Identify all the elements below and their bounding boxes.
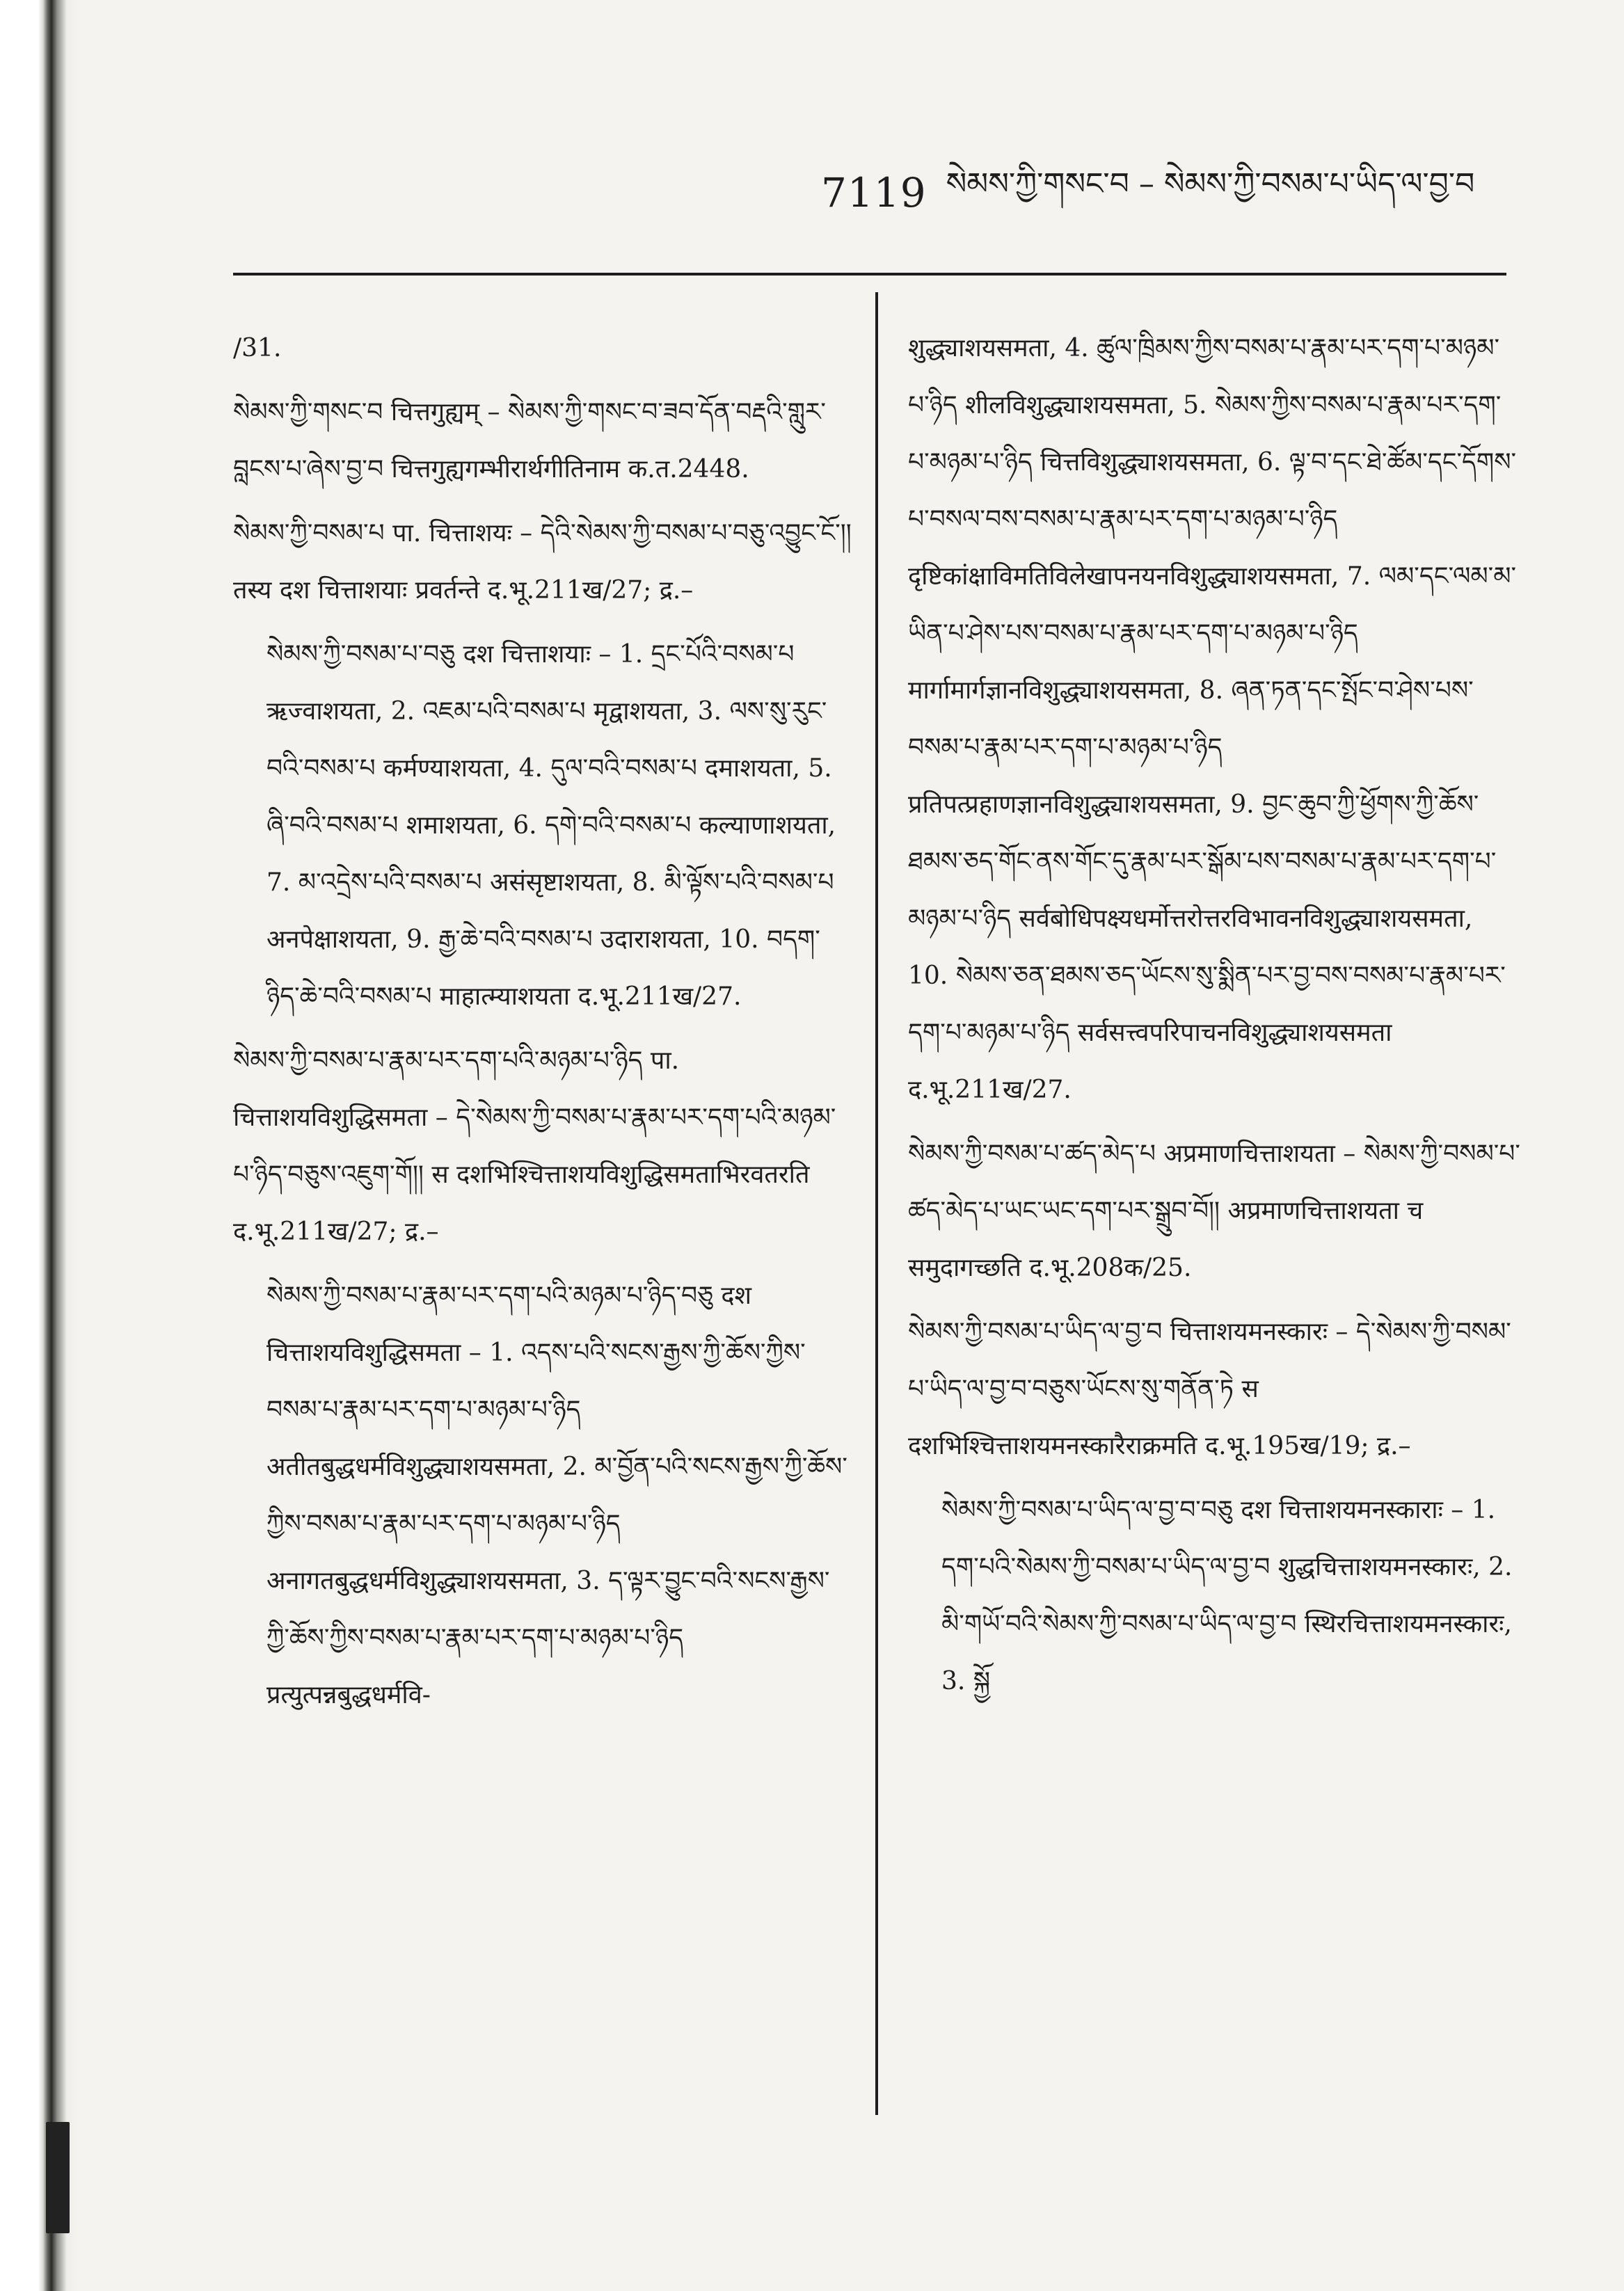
page-header bbox=[821, 161, 1517, 224]
running-title: སེམས་ཀྱི་གསང་བ – སེམས་ཀྱི་བསམ་པ་ཡིད་ལ་བྱ་བ bbox=[946, 166, 1475, 202]
page-number: 7119 bbox=[821, 169, 927, 216]
scan-binding-mark bbox=[46, 2122, 70, 2233]
entry: སེམས་ཀྱི་གསང་བ चित्तगुह्यम् – སེམས་ཀྱི་གསང་བ་ཟབ་དོན་བརྡའི་གླུར་བླངས་པ་ཞེས་བྱ་བ चित्तगुह्यगम्भीरार्थगीतिनाम क.त.2448. bbox=[233, 398, 826, 484]
header-rule bbox=[233, 273, 1506, 276]
entry: སེམས་ཀྱི་བསམ་པ་ཡིད་ལ་བྱ་བ་བཅུ दश चित्ताशयमनस्काराः – 1. དག་པའི་སེམས་ཀྱི་བསམ་པ་ཡིད་ལ་བྱ་བ शुद्धचित्ताशयमनस्कारः, 2. མི་གཡོ་བའི་སེམས་ཀྱི་བསམ་པ་ཡིད་ལ་བྱ་བ स्थिरचित्ताशयमनस्कारः, 3. སྐྱོ bbox=[941, 1496, 1513, 1695]
entry: སེམས་ཀྱི་བསམ་པ་རྣམ་པར་དག་པའི་མཉམ་པ་ཉིད་བཅུ दश चित्ताशयविशुद्धिसमता – 1. འདས་པའི་སངས་རྒྱས་ཀྱི་ཆོས་ཀྱིས་བསམ་པ་རྣམ་པར་དག་པ་མཉམ་པ་ཉིད अतीतबुद्धधर्मविशुद्ध्याशयसमता, 2. མ་བྱོན་པའི་སངས་རྒྱས་ཀྱི་ཆོས་ཀྱིས་བསམ་པ་རྣམ་པར་དག་པ་མཉམ་པ་ཉིད अनागतबुद्धधर्मविशुद्ध्याशयसमता, 3. ད་ལྟར་བྱུང་བའི་སངས་རྒྱས་ཀྱི་ཆོས་ཀྱིས་བསམ་པ་རྣམ་པར་དག་པ་མཉམ་པ་ཉིད प्रत्युत्पन्नबुद्धधर्मवि- bbox=[266, 1282, 847, 1709]
entry: शुद्ध्याशयसमता, 4. ཚུལ་ཁྲིམས་ཀྱིས་བསམ་པ་རྣམ་པར་དག་པ་མཉམ་པ་ཉིད शीलविशुद्ध्याशयसमता, 5. སེམས་ཀྱིས་བསམ་པ་རྣམ་པར་དག་པ་མཉམ་པ་ཉིད चित्तविशुद्ध्याशयसमता, 6. ལྟ་བ་དང་ཐེ་ཚོམ་དང་དོགས་པ་བསལ་བས་བསམ་པ་རྣམ་པར་དག་པ་མཉམ་པ་ཉིད दृष्टिकांक्षाविमतिविलेखापनयनविशुद्ध्याशयसमता, 7. ལམ་དང་ལམ་མ་ཡིན་པ་ཤེས་པས་བསམ་པ་རྣམ་པར་དག་པ་མཉམ་པ་ཉིད मार्गामार्गज्ञानविशुद्ध्याशयसमता, 8. ཞན་ཏན་དང་སྤོང་བ་ཤེས་པས་བསམ་པ་རྣམ་པར་དག་པ་མཉམ་པ་ཉིད प्रतिपत्प्रहाणज्ञानविशुद्ध्याशयसमता, 9. བྱང་ཆུབ་ཀྱི་ཕྱོགས་ཀྱི་ཆོས་ཐམས་ཅད་གོང་ནས་གོང་དུ་རྣམ་པར་སྒོམ་པས་བསམ་པ་རྣམ་པར་དག་པ་མཉམ་པ་ཉིད सर्वबोधिपक्ष्यधर्मोत्तरोत्तरविभावनविशुद्ध्याशयसमता, 10. སེམས་ཅན་ཐམས་ཅད་ཡོངས་སུ་སྨིན་པར་བྱ་བས་བསམ་པ་རྣམ་པར་དག་པ་མཉམ་པ་ཉིད सर्वसत्त्वपरिपाचनविशुद्ध्याशयसमता द.भू.211ख/27. bbox=[908, 334, 1517, 1104]
entry: /31. bbox=[233, 334, 282, 362]
scan-left-edge bbox=[0, 0, 77, 2291]
entry: སེམས་ཀྱི་བསམ་པ་ཚད་མེད་པ अप्रमाणचित्ताशयता – སེམས་ཀྱི་བསམ་པ་ཚད་མེད་པ་ཡང་ཡང་དག་པར་སྒྲུབ་བོ།། अप्रमाणचित्ताशयता च समुदागच्छति द.भू.208क/25. bbox=[908, 1140, 1520, 1282]
right-column bbox=[908, 320, 1520, 2101]
left-column bbox=[233, 320, 852, 2101]
column-divider bbox=[875, 292, 878, 2115]
entry: སེམས་ཀྱི་བསམ་པ་རྣམ་པར་དག་པའི་མཉམ་པ་ཉིད पा. चित्ताशयविशुद्धिसमता – དེ་སེམས་ཀྱི་བསམ་པ་རྣམ་པར་དག་པའི་མཉམ་པ་ཉིད་བཅུས་འཇུག་གོ།། स दशभिश्चित्ताशयविशुद्धिसमताभिरवतरति द.भू.211ख/27; द्र.– bbox=[233, 1046, 836, 1246]
entry: སེམས་ཀྱི་བསམ་པ་ཡིད་ལ་བྱ་བ चित्ताशयमनस्कारः – དེ་སེམས་ཀྱི་བསམ་པ་ཡིད་ལ་བྱ་བ་བཅུས་ཡོངས་སུ་གནོན་ཏེ स दशभिश्चित्ताशयमनस्कारैराक्रमति द.भू.195ख/19; द्र.– bbox=[908, 1318, 1511, 1460]
entry: སེམས་ཀྱི་བསམ་པ पा. चित्ताशयः – དེའི་སེམས་ཀྱི་བསམ་པ་བཅུ་འབྱུང་ངོ་།། तस्य दश चित्ताशयाः प्रवर्तन्ते द.भू.211ख/27; द्र.– bbox=[233, 519, 852, 605]
entry: སེམས་ཀྱི་བསམ་པ་བཅུ दश चित्ताशयाः – 1. དྲང་པོའི་བསམ་པ ऋज्वाशयता, 2. འཇམ་པའི་བསམ་པ मृद्वाशयता, 3. ལས་སུ་རུང་བའི་བསམ་པ कर्मण्याशयता, 4. དུལ་བའི་བསམ་པ दमाशयता, 5. ཞི་བའི་བསམ་པ शमाशयता, 6. དགེ་བའི་བསམ་པ कल्याणाशयता, 7. མ་འདྲེས་པའི་བསམ་པ असंसृष्टाशयता, 8. མི་ལྟོས་པའི་བསམ་པ अनपेक्षाशयता, 9. རྒྱ་ཆེ་བའི་བསམ་པ उदाराशयता, 10. བདག་ཉིད་ཆེ་བའི་བསམ་པ माहात्म्याशयता द.भू.211ख/27. bbox=[266, 640, 836, 1011]
